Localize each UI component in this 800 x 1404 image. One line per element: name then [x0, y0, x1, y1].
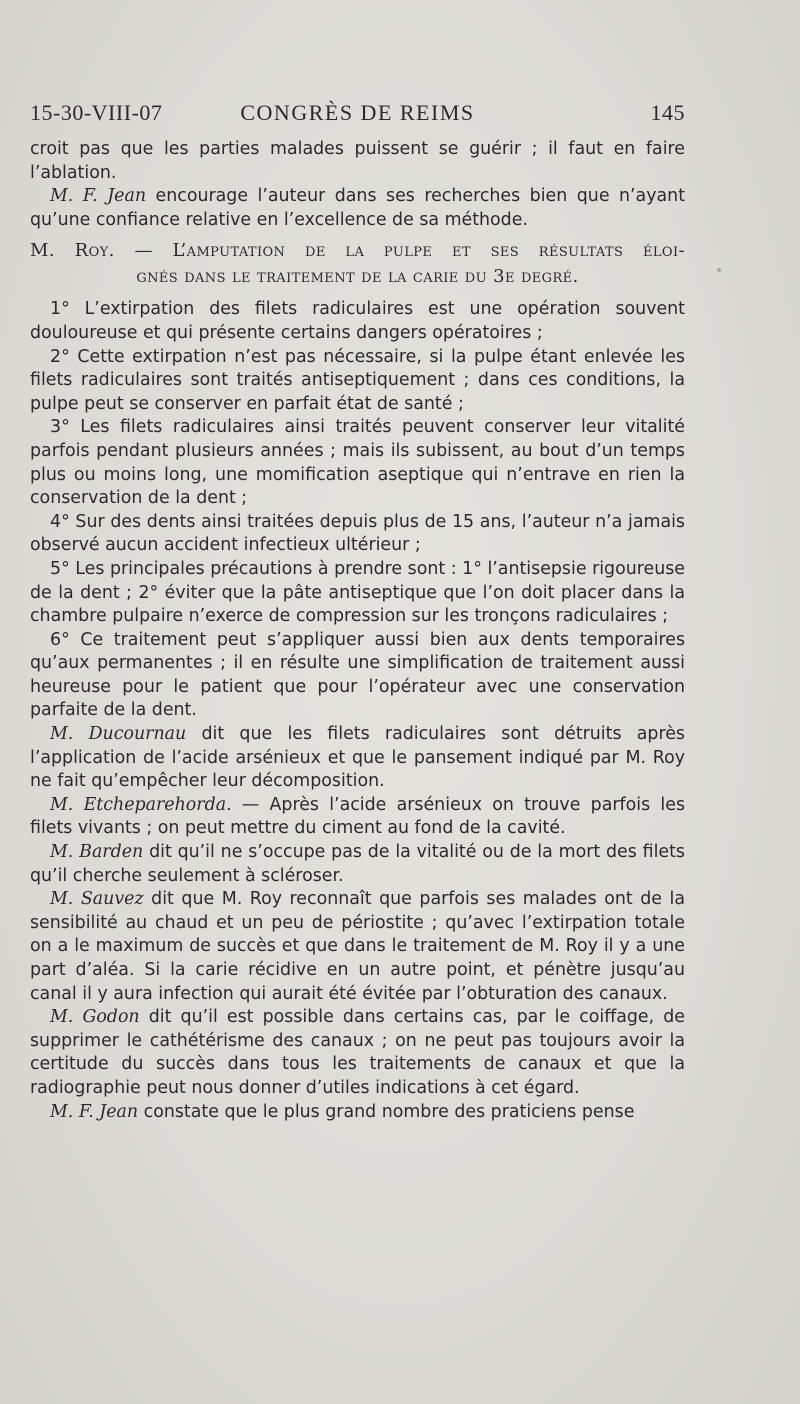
- discussion-barden: [30, 841, 685, 888]
- paragraph-text: dit qu’il ne s’occupe pas de la vitalité ou de la mort des filets qu’il cherche seulement à scléroser.: [30, 842, 685, 886]
- paragraph-jean-comment: [30, 185, 685, 232]
- speaker-name: M. F. Jean: [50, 1101, 139, 1122]
- conclusion-item-3: 3° Les filets radiculaires ainsi traités peuvent conserver leur vitalité parfois pendant plusieurs années ; mais ils subissent, au bout d’un temps plus ou moins long, une momification aseptique qui n’entrave en rien la conservation de la dent ;: [30, 417, 685, 509]
- conclusion-item-4: 4° Sur des dents ainsi traitées depuis plus de 15 ans, l’auteur n’a jamais observé aucun accident infectieux ultérieur ;: [30, 511, 685, 556]
- heading-line-2: gnés dans le traitement de la carie du 3e degré.: [136, 266, 579, 288]
- running-header: [30, 100, 685, 130]
- paragraph-text: — Après l’acide arsénieux on trouve parfois les filets vivants ; on peut mettre du ciment au fond de la cavité.: [30, 794, 685, 839]
- discussion-ducournau: [30, 723, 685, 794]
- discussion-etcheparehorda: [30, 794, 685, 841]
- section-heading: [30, 238, 685, 290]
- paragraph-text: encourage l’auteur dans ses recherches bien que n’ayant qu’une confiance relative en l’excellence de sa méthode.: [30, 186, 686, 230]
- page-number: 145: [650, 100, 685, 125]
- conclusion-item-1: 1° L’extirpation des filets radiculaires est une opération souvent douloureuse et qui présente certains dangers opératoires ;: [30, 299, 685, 343]
- paragraph-text: constate que le plus grand nombre des praticiens pense: [138, 1101, 635, 1122]
- paragraph-text: dit que M. Roy reconnaît que parfois ses malades ont de la sensibilité au chaud et un peu de périostite ; qu’avec l’extirpation totale on a le maximum de succès et que dans le traitement de M. Roy il y a une part d’aléa. Si la carie récidive en un autre point, et pénètre jusqu’au canal il y aura infection qui aurait été évitée par l’obturation des canaux.: [30, 889, 685, 1004]
- paragraph-text: dit que les filets radiculaires sont détruits après l’application de l’acide arsénieux et que le pansement indiqué par M. Roy ne fait qu’empêcher leur décomposition.: [30, 724, 685, 792]
- conclusion-item-2: 2° Cette extirpation n’est pas nécessaire, si la pulpe étant enlevée les filets radiculaires sont traités antiseptiquement ; dans ces conditions, la pulpe peut se conserver en parfait état de santé ;: [30, 346, 685, 414]
- discussion-sauvez: [30, 888, 685, 1006]
- margin-speck: [717, 268, 721, 272]
- speaker-name: M. F. Jean: [50, 186, 147, 207]
- paragraph-text: dit qu’il est possible dans certains cas, par le coiffage, de supprimer le cathétérisme des canaux ; on ne peut pas toujours avoir la certitude du succès dans tous les traitements de canaux et que la radiographie peut nous donner d’utiles indications à cet égard.: [30, 1007, 686, 1098]
- paragraph-continuation: croit pas que les parties malades puissent se guérir ; il faut en faire l’ablation.: [30, 139, 685, 183]
- speaker-name: M. Barden: [50, 842, 144, 863]
- page-body: [30, 138, 685, 1124]
- header-title: CONGRÈS DE REIMS: [240, 100, 475, 125]
- speaker-name: M. Godon: [50, 1007, 140, 1028]
- discussion-jean: [30, 1101, 685, 1125]
- conclusion-item-5: 5° Les principales précautions à prendre sont : 1° l’antisepsie rigoureuse de la dent ; 2° éviter que la pâte antiseptique que l’on doit placer dans la chambre pulpaire n’exerce de compression sur les tronçons radiculaires ;: [30, 558, 685, 627]
- discussion-godon: [30, 1006, 685, 1100]
- speaker-name: M. Ducournau: [50, 724, 187, 745]
- speaker-name: M. Sauvez: [50, 889, 144, 910]
- heading-line-1: M. Roy. — L’amputation de la pulpe et ses résultats éloi-: [30, 240, 685, 262]
- header-date: 15-30-VIII-07: [30, 100, 163, 125]
- conclusion-item-6: 6° Ce traitement peut s’appliquer aussi bien aux dents temporaires qu’aux permanentes ; il en résulte une simplification de traitement aussi heureuse pour le patient que pour l’opérateur avec une conservation parfaite de la dent.: [30, 629, 685, 721]
- speaker-name: M. Etcheparehorda.: [50, 794, 232, 815]
